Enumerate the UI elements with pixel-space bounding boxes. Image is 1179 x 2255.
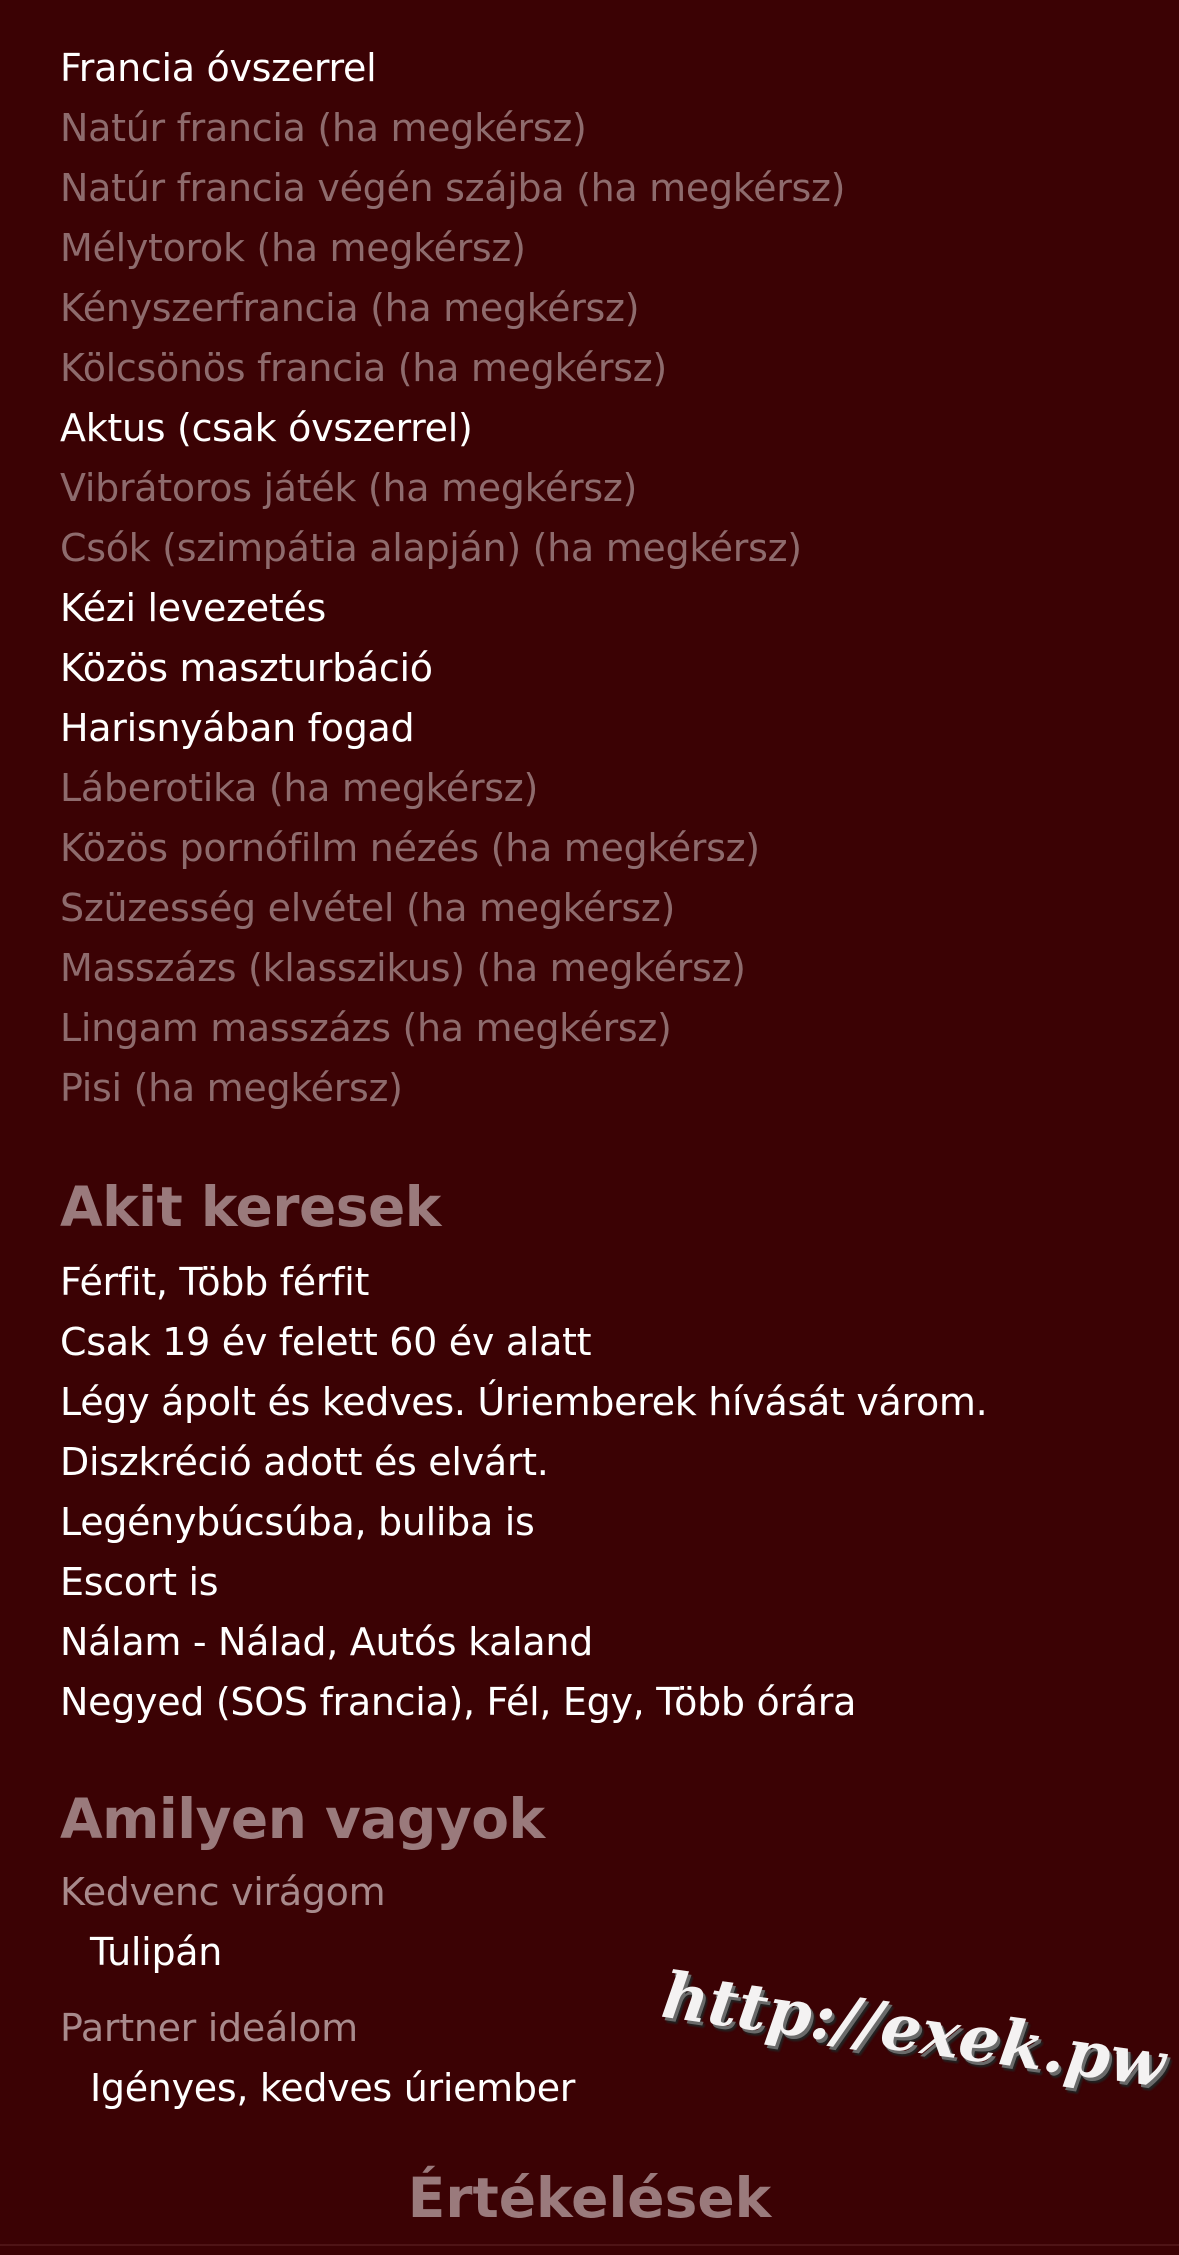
seeking-list bbox=[60, 1252, 1120, 1732]
seeking-line: Nálam - Nálad, Autós kaland bbox=[60, 1620, 593, 1664]
service-item: Kölcsönös francia (ha megkérsz) bbox=[60, 346, 667, 390]
seeking-line: Légy ápolt és kedves. Úriemberek hívását várom. bbox=[60, 1380, 988, 1424]
seeking-line: Legénybúcsúba, buliba is bbox=[60, 1500, 535, 1544]
service-item: Natúr francia (ha megkérsz) bbox=[60, 106, 587, 150]
service-item: Vibrátoros játék (ha megkérsz) bbox=[60, 466, 638, 510]
services-list bbox=[60, 38, 1120, 1118]
service-item: Láberotika (ha megkérsz) bbox=[60, 766, 538, 810]
service-item: Közös pornófilm nézés (ha megkérsz) bbox=[60, 826, 760, 870]
service-item: Lingam masszázs (ha megkérsz) bbox=[60, 1006, 672, 1050]
seeking-line: Férfit, Több férfit bbox=[60, 1260, 370, 1304]
service-item: Harisnyában fogad bbox=[60, 706, 415, 750]
service-item: Mélytorok (ha megkérsz) bbox=[60, 226, 526, 270]
seeking-line: Negyed (SOS francia), Fél, Egy, Több órára bbox=[60, 1680, 857, 1724]
seeking-heading: Akit keresek bbox=[60, 1175, 441, 1239]
service-item: Közös maszturbáció bbox=[60, 646, 433, 690]
seeking-line: Csak 19 év felett 60 év alatt bbox=[60, 1320, 592, 1364]
service-item: Kényszerfrancia (ha megkérsz) bbox=[60, 286, 640, 330]
service-item: Francia óvszerrel bbox=[60, 46, 377, 90]
reviews-heading: Értékelések bbox=[407, 2166, 772, 2230]
watermark: http://exek.pw bbox=[657, 1958, 1170, 2103]
service-item: Aktus (csak óvszerrel) bbox=[60, 406, 473, 450]
service-item: Masszázs (klasszikus) (ha megkérsz) bbox=[60, 946, 746, 990]
seeking-line: Escort is bbox=[60, 1560, 219, 1604]
service-item: Szüzesség elvétel (ha megkérsz) bbox=[60, 886, 676, 930]
favorite-flower-value: Tulipán bbox=[90, 1930, 223, 1974]
partner-ideal-value: Igényes, kedves úriember bbox=[90, 2066, 576, 2110]
service-item: Pisi (ha megkérsz) bbox=[60, 1066, 403, 1110]
divider bbox=[0, 2244, 1179, 2246]
service-item: Natúr francia végén szájba (ha megkérsz) bbox=[60, 166, 846, 210]
service-item: Kézi levezetés bbox=[60, 586, 326, 630]
seeking-line: Diszkréció adott és elvárt. bbox=[60, 1440, 549, 1484]
favorite-flower-label: Kedvenc virágom bbox=[60, 1870, 386, 1914]
service-item: Csók (szimpátia alapján) (ha megkérsz) bbox=[60, 526, 802, 570]
partner-ideal-label: Partner ideálom bbox=[60, 2006, 358, 2050]
about-heading: Amilyen vagyok bbox=[60, 1787, 545, 1851]
